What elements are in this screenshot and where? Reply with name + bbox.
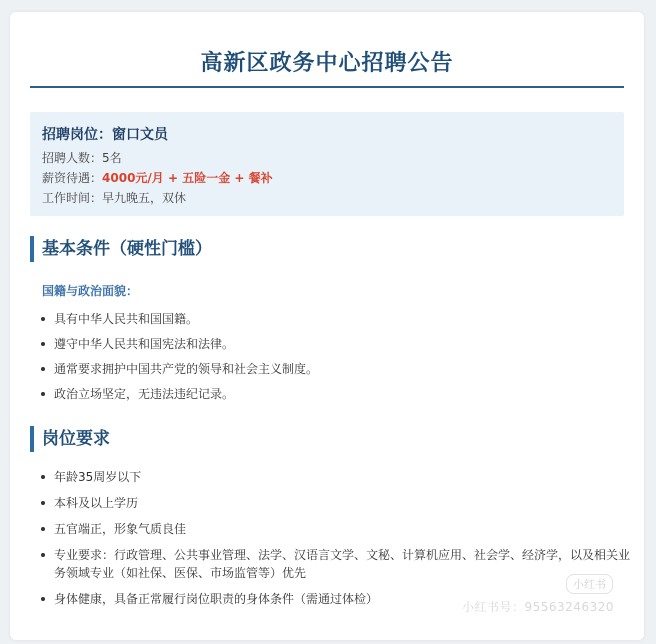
headcount-label: 招聘人数： [42, 151, 103, 165]
basic-conditions-list [32, 310, 634, 410]
job-position-heading: 招聘岗位：窗口文员 [42, 127, 168, 143]
watermark-account-id: 小红书号：95563246320 [462, 600, 614, 614]
list-item: 专业要求：行政管理、公共事业管理、法学、汉语言文学、文秘、计算机应用、社会学、经济学，以及相关业务领域专业（如社保、医保、市场监管等）优先 [54, 546, 634, 582]
salary-value: 4000元/月 + 五险一金 + 餐补 [102, 171, 273, 185]
list-item: 年龄35周岁以下 [54, 468, 634, 486]
job-info-box [30, 112, 624, 216]
watermark-brand-logo: 小红书 [566, 574, 613, 594]
section-basic-conditions-title: 基本条件（硬性门槛） [30, 236, 212, 262]
list-item: 政治立场坚定，无违法违纪记录。 [54, 385, 634, 403]
list-item: 五官端正，形象气质良佳 [54, 520, 634, 538]
section-job-requirements-title: 岗位要求 [30, 426, 110, 452]
headcount-value: 5名 [102, 151, 122, 165]
salary-label: 薪资待遇： [42, 171, 103, 185]
work-hours-line [42, 189, 186, 206]
job-requirements-list [32, 468, 634, 616]
title-divider [30, 86, 624, 88]
list-item: 本科及以上学历 [54, 494, 634, 512]
headcount-line [42, 149, 122, 166]
salary-line [42, 169, 273, 186]
announcement-page [10, 12, 644, 640]
list-item: 遵守中华人民共和国宪法和法律。 [54, 335, 634, 353]
list-item: 通常要求拥护中国共产党的领导和社会主义制度。 [54, 360, 634, 378]
list-item: 具有中华人民共和国国籍。 [54, 310, 634, 328]
work-hours-value: 早九晚五，双休 [102, 191, 187, 205]
list-item: 身体健康，具备正常履行岗位职责的身体条件（需通过体检） [54, 590, 634, 608]
work-hours-label: 工作时间： [42, 191, 103, 205]
page-title: 高新区政务中心招聘公告 [200, 51, 454, 76]
nationality-subheading: 国籍与政治面貌： [42, 284, 139, 298]
